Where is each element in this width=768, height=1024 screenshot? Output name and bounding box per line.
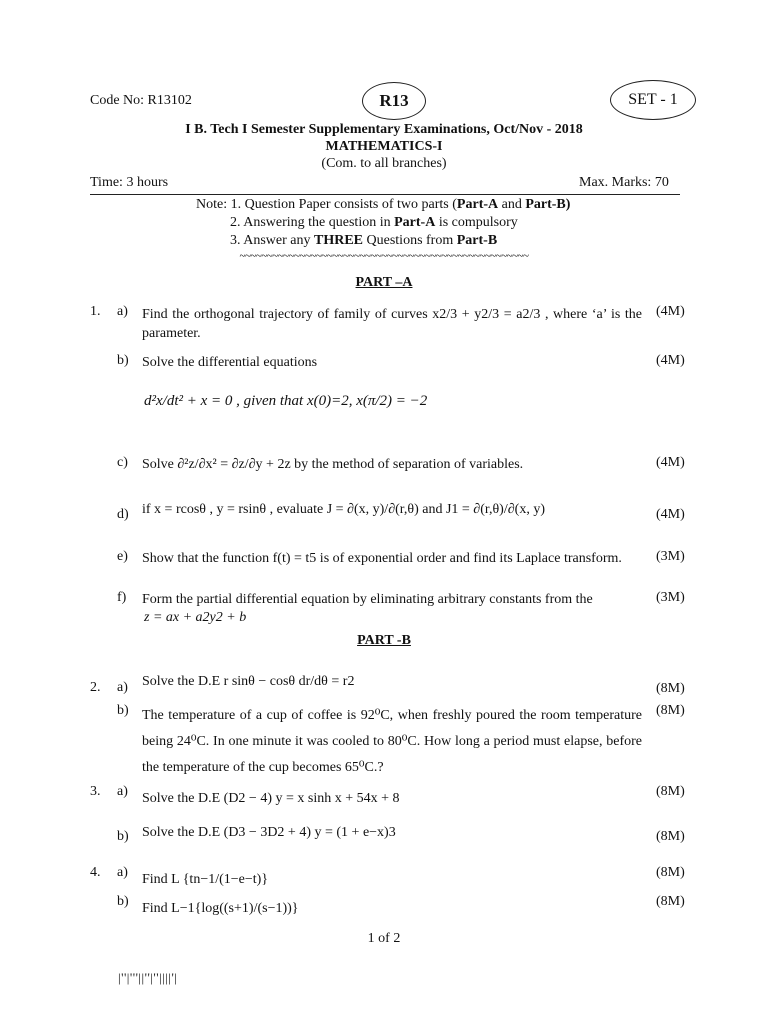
question-number: 1. xyxy=(90,304,101,319)
question-1b-equation: d²x/dt² + x = 0 , given that x(0)=2, x(π/2) = −2 xyxy=(144,393,428,409)
question-1e-text: Show that the function f(t) = t5 is of exponential order and find its Laplace transform. xyxy=(142,551,622,566)
question-number: 4. xyxy=(90,865,101,880)
marks: (3M) xyxy=(656,549,685,564)
sub-question-letter: b) xyxy=(117,353,129,368)
question-number: 2. xyxy=(90,680,101,695)
sub-question-letter: b) xyxy=(117,703,129,718)
sub-question-letter: c) xyxy=(117,455,128,470)
marks: (4M) xyxy=(656,304,685,319)
marks: (8M) xyxy=(656,865,685,880)
time-label: Time: 3 hours xyxy=(90,175,169,190)
sub-question-letter: f) xyxy=(117,590,127,605)
marks: (8M) xyxy=(656,829,685,844)
tilde-divider: ~~~~~~~~~~~~~~~~~~~~~~~~~~~~~~~~~~~~~~~~~~~~~~~~~~~~~ xyxy=(239,250,529,262)
barcode: |''|'''||''|''||||'| xyxy=(118,970,178,985)
part-a-heading: PART –A xyxy=(355,275,413,290)
question-number: 3. xyxy=(90,784,101,799)
question-1a-text: Find the orthogonal trajectory of family of curves x2/3 + y2/3 = a2/3 , where ‘a’ is the parameter. xyxy=(142,307,642,341)
exam-title: I B. Tech I Semester Supplementary Examinations, Oct/Nov - 2018 xyxy=(185,122,583,137)
sub-question-letter: b) xyxy=(117,829,129,844)
question-3a-text: Solve the D.E (D2 − 4) y = x sinh x + 54x + 8 xyxy=(142,791,400,806)
question-1c-text: Solve ∂²z/∂x² = ∂z/∂y + 2z by the method of separation of variables. xyxy=(142,457,524,472)
question-1d-text: if x = rcosθ , y = rsinθ , evaluate J = ∂(x, y)/∂(r,θ) and J1 = ∂(r,θ)/∂(x, y) xyxy=(142,502,545,517)
note-3: 3. Answer any THREE Questions from Part-B xyxy=(230,233,498,248)
sub-question-letter: d) xyxy=(117,507,129,522)
sub-question-letter: a) xyxy=(117,865,128,880)
question-2b-text: The temperature of a cup of coffee is 92⁰C, when freshly poured the room temperature being 24⁰C. In one minute it was cooled to 80⁰C. How long a period must elapse, before the temperature of the cup becomes 65⁰C.? xyxy=(142,708,642,775)
code-number: Code No: R13102 xyxy=(90,93,192,108)
question-1f-text: Form the partial differential equation by eliminating arbitrary constants from the xyxy=(142,592,593,607)
marks: (8M) xyxy=(656,894,685,909)
note-1: Note: 1. Question Paper consists of two parts (Part-A and Part-B) xyxy=(196,197,571,212)
marks: (4M) xyxy=(656,455,685,470)
max-marks: Max. Marks: 70 xyxy=(579,175,669,190)
sub-question-letter: a) xyxy=(117,784,128,799)
part-b-heading: PART -B xyxy=(357,633,411,648)
marks: (8M) xyxy=(656,703,685,718)
marks: (4M) xyxy=(656,507,685,522)
sub-question-letter: e) xyxy=(117,549,128,564)
sub-question-letter: b) xyxy=(117,894,129,909)
question-4b-text: Find L−1{log((s+1)/(s−1))} xyxy=(142,901,299,916)
branches: (Com. to all branches) xyxy=(321,156,447,171)
marks: (8M) xyxy=(656,784,685,799)
question-4a-text: Find L {tn−1/(1−e−t)} xyxy=(142,872,269,887)
sub-question-letter: a) xyxy=(117,680,128,695)
set-badge: SET - 1 xyxy=(610,80,696,120)
note-2: 2. Answering the question in Part-A is compulsory xyxy=(230,215,518,230)
question-3b-text: Solve the D.E (D3 − 3D2 + 4) y = (1 + e−x)3 xyxy=(142,825,396,840)
question-2a-text: Solve the D.E r sinθ − cosθ dr/dθ = r2 xyxy=(142,674,355,689)
question-1b-text: Solve the differential equations xyxy=(142,355,318,370)
subject-title: MATHEMATICS-I xyxy=(325,139,443,154)
question-1f-equation: z = ax + a2y2 + b xyxy=(144,610,247,625)
marks: (3M) xyxy=(656,590,685,605)
page-number: 1 of 2 xyxy=(367,931,401,946)
sub-question-letter: a) xyxy=(117,304,128,319)
marks: (4M) xyxy=(656,353,685,368)
header-rule xyxy=(90,194,680,195)
marks: (8M) xyxy=(656,681,685,696)
regulation-badge: R13 xyxy=(362,82,426,120)
